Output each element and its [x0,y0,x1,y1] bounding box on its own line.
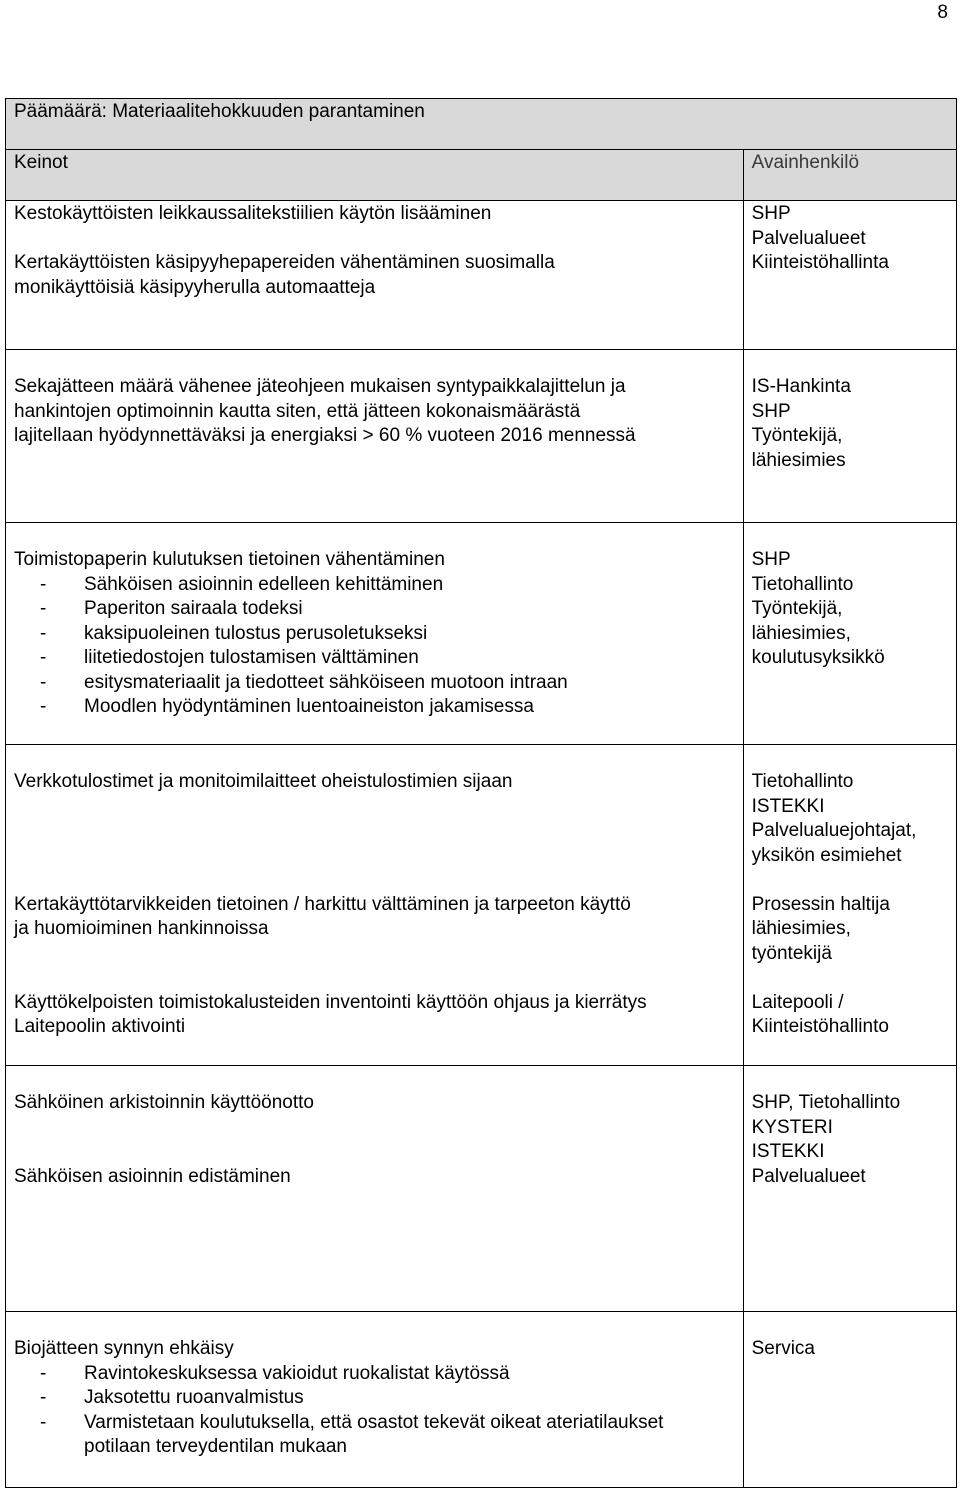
goal-title-cell [6,99,957,150]
list-item: - kaksipuoleinen tulostus perusoletukseksi [14,622,735,647]
person-text: SHP, Tietohallinto [751,1092,901,1113]
row-text: Laitepoolin aktivointi [14,1016,186,1037]
person-text: lähiesimies, [751,918,851,939]
dash-list [14,573,735,720]
person-text: Prosessin haltija [751,893,890,915]
goal-title: Päämäärä: Materiaalitehokkuuden parantaminen [14,101,425,122]
list-item: - Sähköisen asioinnin edelleen kehittäminen [14,573,735,598]
person-text: Kiinteistöhallinta [751,252,889,273]
row-text: Sekajätteen määrä vähenee jäteohjeen mukaisen syntypaikkalajittelun ja [14,376,626,397]
header-left-cell [6,150,744,201]
row-4-right [743,745,956,1066]
list-item: - Ravintokeskuksessa vakioidut ruokalistat käytössä [14,1362,735,1387]
row-2-left [6,350,744,523]
person-text: Palvelualueet [751,227,866,249]
page-number: 8 [937,2,948,23]
person-text: koulutusyksikkö [751,647,885,668]
row-text: ja huomioiminen hankinnoissa [14,918,269,939]
table-row [6,745,957,1066]
row-title: Biojätteen synnyn ehkäisy [14,1338,234,1359]
list-item: - liitetiedostojen tulostamisen välttäminen [14,646,735,671]
row-6-right [743,1312,956,1488]
row-title: Toimistopaperin kulutuksen tietoinen vähentäminen [14,549,445,570]
person-text: ISTEKKI [751,1141,825,1162]
person-text: SHP [751,549,791,570]
row-text: lajitellaan hyödynnettäväksi ja energiaksi > 60 % vuoteen 2016 mennessä [14,425,636,446]
row-4-left [6,745,744,1066]
list-item-continuation: potilaan terveydentilan mukaan [84,1436,348,1457]
table-row [6,1312,957,1488]
goal-title-row [6,99,957,150]
person-text: ISTEKKI [751,795,825,817]
goal-table [5,98,957,1488]
person-text: Kiinteistöhallinto [751,1016,889,1037]
dash-list [14,1362,735,1436]
row-text: Käyttökelpoisten toimistokalusteiden inventointi käyttöön ohjaus ja kierrätys [14,991,647,1013]
list-item: - esitysmateriaalit ja tiedotteet sähköiseen muotoon intraan [14,671,735,696]
row-text: Sähköinen arkistoinnin käyttöönotto [14,1092,314,1113]
person-text: SHP [751,400,791,422]
person-text: KYSTERI [751,1116,833,1138]
person-text: IS-Hankinta [751,376,851,397]
row-6-left [6,1312,744,1488]
header-right-cell [743,150,956,201]
row-text: Kestokäyttöisten leikkaussalitekstiilien käytön lisääminen [14,203,492,224]
row-text: Kertakäyttöisten käsipyyhepapereiden vähentäminen suosimalla [14,252,555,273]
person-text: yksikön esimiehet [751,844,902,866]
person-text: Tietohallinto [751,771,854,792]
person-text: Työntekijä, [751,425,843,446]
person-text: Palvelualuejohtajat, [751,820,917,841]
person-text: SHP [751,203,791,224]
row-1-left [6,201,744,350]
person-text: Palvelualueet [751,1165,866,1187]
person-text: lähiesimies [751,449,846,471]
row-text: Kertakäyttötarvikkeiden tietoinen / harkittu välttäminen ja tarpeeton käyttö [14,893,631,915]
row-text: hankintojen optimoinnin kautta siten, että jätteen kokonaismäärästä [14,400,581,422]
row-5-left [6,1066,744,1312]
list-item: - Varmistetaan koulutuksella, että osastot tekevät oikeat ateriatilaukset [14,1411,735,1436]
row-3-left [6,523,744,745]
row-5-right [743,1066,956,1312]
table-row [6,523,957,745]
table-row [6,1066,957,1312]
person-text: työntekijä [751,942,832,964]
header-avainhenkilo: Avainhenkilö [751,152,860,173]
list-item: - Paperiton sairaala todeksi [14,597,735,622]
row-1-right [743,201,956,350]
person-text: Servica [751,1338,815,1359]
row-text: monikäyttöisiä käsipyyherulla automaatteja [14,276,376,298]
row-text: Sähköisen asioinnin edistäminen [14,1165,291,1187]
header-row [6,150,957,201]
person-text: lähiesimies, [751,622,851,644]
list-item: - Moodlen hyödyntäminen luentoaineiston jakamisessa [14,695,735,720]
row-3-right [743,523,956,745]
person-text: Laitepooli / [751,991,844,1013]
list-item: - Jaksotettu ruoanvalmistus [14,1386,735,1411]
header-keinot: Keinot [14,152,68,173]
person-text: Tietohallinto [751,573,854,595]
row-text: Verkkotulostimet ja monitoimilaitteet oheistulostimien sijaan [14,771,513,792]
row-2-right [743,350,956,523]
table-row [6,350,957,523]
person-text: Työntekijä, [751,598,843,619]
table-row [6,201,957,350]
